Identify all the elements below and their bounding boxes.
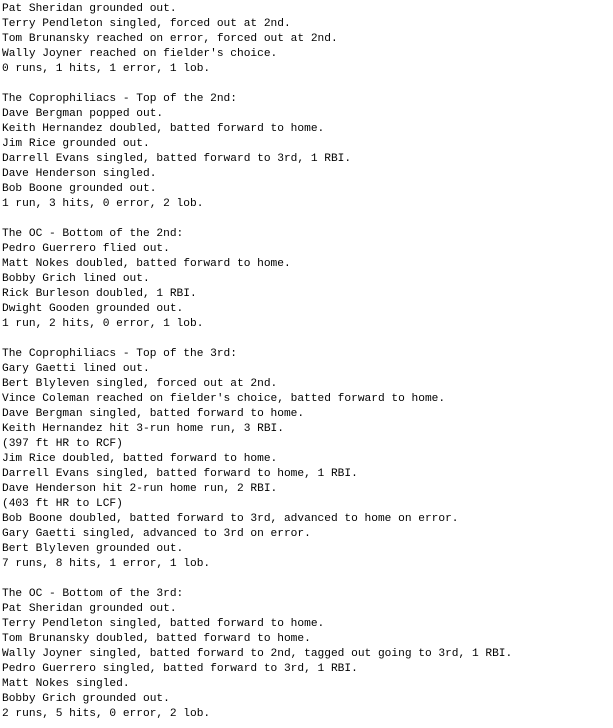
play-line: Darrell Evans singled, batted forward to home, 1 RBI. [2,468,358,480]
play-line: 7 runs, 8 hits, 1 error, 1 lob. [2,558,211,570]
play-line: Dave Henderson singled. [2,168,157,180]
play-line: Bobby Grich lined out. [2,273,150,285]
blank-line [2,77,613,92]
play-line: Bob Boone doubled, batted forward to 3rd, advanced to home on error. [2,513,459,525]
blank-line [2,572,613,587]
play-line: Wally Joyner reached on fielder's choice. [2,48,278,60]
play-line: Jim Rice doubled, batted forward to home. [2,453,278,465]
play-line: Keith Hernandez doubled, batted forward to home. [2,123,325,135]
play-line: Pedro Guerrero flied out. [2,243,170,255]
play-line: 1 run, 2 hits, 0 error, 1 lob. [2,318,204,330]
inning-header: The Coprophiliacs - Top of the 3rd: [2,348,237,360]
blank-line [2,332,613,347]
inning-header: The OC - Bottom of the 2nd: [2,228,184,240]
play-line: Bobby Grich grounded out. [2,693,170,705]
play-line: Keith Hernandez hit 3-run home run, 3 RBI. [2,423,284,435]
blank-line [2,212,613,227]
play-line: 2 runs, 5 hits, 0 error, 2 lob. [2,708,211,720]
play-line: Rick Burleson doubled, 1 RBI. [2,288,197,300]
play-line: Tom Brunansky reached on error, forced out at 2nd. [2,33,338,45]
play-line: Bert Blyleven grounded out. [2,543,184,555]
play-line: Matt Nokes doubled, batted forward to home. [2,258,291,270]
play-line: Terry Pendleton singled, batted forward to home. [2,618,325,630]
play-line: Pat Sheridan grounded out. [2,3,177,15]
play-line: 1 run, 3 hits, 0 error, 2 lob. [2,198,204,210]
play-line: Jim Rice grounded out. [2,138,150,150]
play-line: Dave Henderson hit 2-run home run, 2 RBI. [2,483,278,495]
play-line: Terry Pendleton singled, forced out at 2nd. [2,18,291,30]
play-line: Vince Coleman reached on fielder's choice, batted forward to home. [2,393,446,405]
play-line: Bob Boone grounded out. [2,183,157,195]
play-line: Gary Gaetti singled, advanced to 3rd on error. [2,528,311,540]
play-line: Pat Sheridan grounded out. [2,603,177,615]
play-line: Tom Brunansky doubled, batted forward to home. [2,633,311,645]
inning-header: The OC - Bottom of the 3rd: [2,588,184,600]
play-line: Darrell Evans singled, batted forward to 3rd, 1 RBI. [2,153,352,165]
play-line: Dave Bergman singled, batted forward to home. [2,408,305,420]
play-line: Pedro Guerrero singled, batted forward to 3rd, 1 RBI. [2,663,358,675]
play-line: Gary Gaetti lined out. [2,363,150,375]
play-line: Dave Bergman popped out. [2,108,164,120]
play-line: (403 ft HR to LCF) [2,498,123,510]
play-line: Matt Nokes singled. [2,678,130,690]
play-line: (397 ft HR to RCF) [2,438,123,450]
play-line: Dwight Gooden grounded out. [2,303,184,315]
play-line: Wally Joyner singled, batted forward to 2nd, tagged out going to 3rd, 1 RBI. [2,648,513,660]
inning-header: The Coprophiliacs - Top of the 2nd: [2,93,237,105]
play-line: 0 runs, 1 hits, 1 error, 1 lob. [2,63,211,75]
play-line: Bert Blyleven singled, forced out at 2nd. [2,378,278,390]
